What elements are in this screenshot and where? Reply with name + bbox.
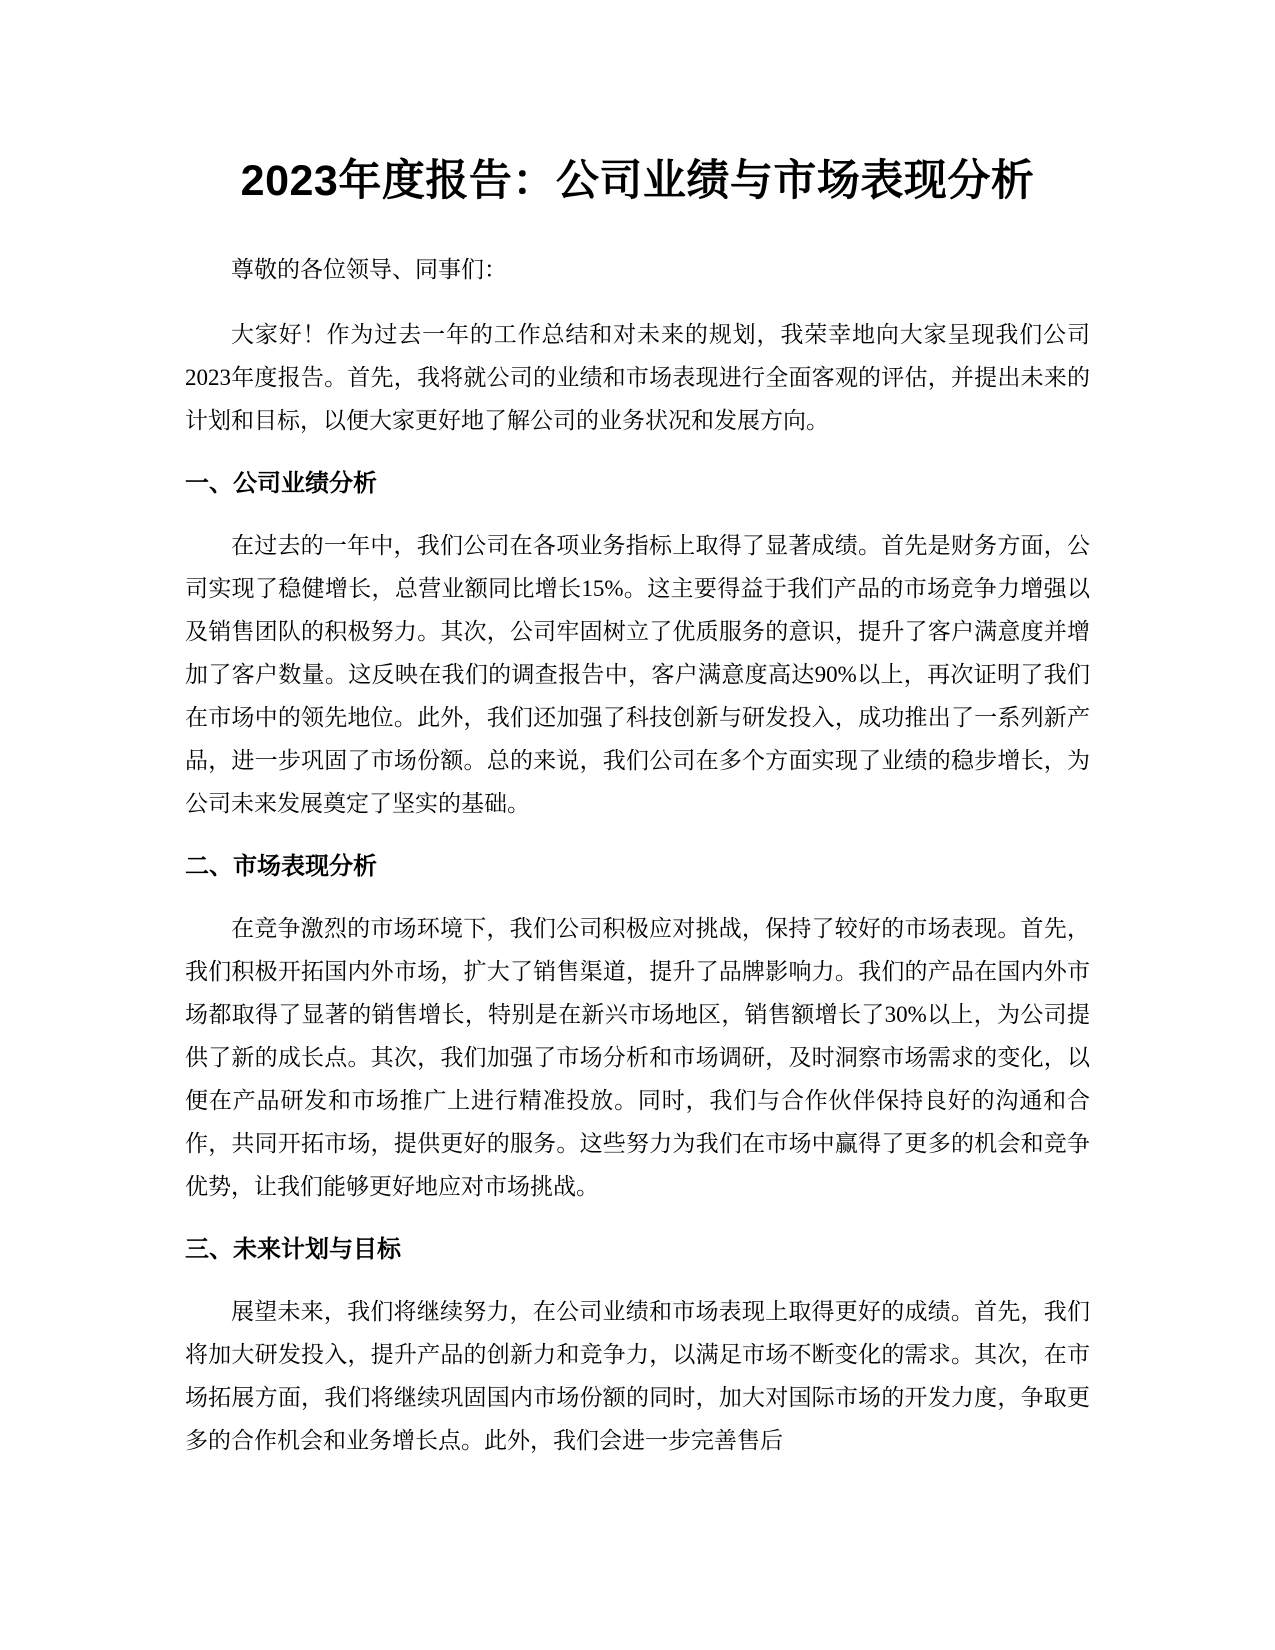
section-heading-market: 二、市场表现分析 (185, 853, 377, 880)
document-page (185, 150, 1090, 1486)
section-body-performance: 在过去的一年中，我们公司在各项业务指标上取得了显著成绩。首先是财务方面，公司实现了稳健增长，总营业额同比增长15%。这主要得益于我们产品的市场竞争力增强以及销售团队的积极努力。其次，公司牢固树立了优质服务的意识，提升了客户满意度并增加了客户数量。这反映在我们的调查报告中，客户满意度高达90%以上，再次证明了我们在市场中的领先地位。此外，我们还加强了科技创新与研发投入，成功推出了一系列新产品，进一步巩固了市场份额。总的来说，我们公司在多个方面实现了业绩的稳步增长，为公司未来发展奠定了坚实的基础。 (185, 533, 1090, 816)
intro-paragraph: 大家好！作为过去一年的工作总结和对未来的规划，我荣幸地向大家呈现我们公司2023年度报告。首先，我将就公司的业绩和市场表现进行全面客观的评估，并提出未来的计划和目标，以便大家更好地了解公司的业务状况和发展方向。 (185, 322, 1090, 433)
document-title: 2023年度报告：公司业绩与市场表现分析 (240, 157, 1035, 205)
section-body-market: 在竞争激烈的市场环境下，我们公司积极应对挑战，保持了较好的市场表现。首先，我们积极开拓国内外市场，扩大了销售渠道，提升了品牌影响力。我们的产品在国内外市场都取得了显著的销售增长，特别是在新兴市场地区，销售额增长了30%以上，为公司提供了新的成长点。其次，我们加强了市场分析和市场调研，及时洞察市场需求的变化，以便在产品研发和市场推广上进行精准投放。同时，我们与合作伙伴保持良好的沟通和合作，共同开拓市场，提供更好的服务。这些努力为我们在市场中赢得了更多的机会和竞争优势，让我们能够更好地应对市场挑战。 (185, 916, 1090, 1199)
greeting: 尊敬的各位领导、同事们： (231, 257, 507, 282)
section-heading-future: 三、未来计划与目标 (185, 1236, 401, 1263)
section-body-future: 展望未来，我们将继续努力，在公司业绩和市场表现上取得更好的成绩。首先，我们将加大研发投入，提升产品的创新力和竞争力，以满足市场不断变化的需求。其次，在市场拓展方面，我们将继续巩固国内市场份额的同时，加大对国际市场的开发力度，争取更多的合作机会和业务增长点。此外，我们会进一步完善售后 (185, 1299, 1090, 1453)
section-heading-performance: 一、公司业绩分析 (185, 470, 377, 497)
